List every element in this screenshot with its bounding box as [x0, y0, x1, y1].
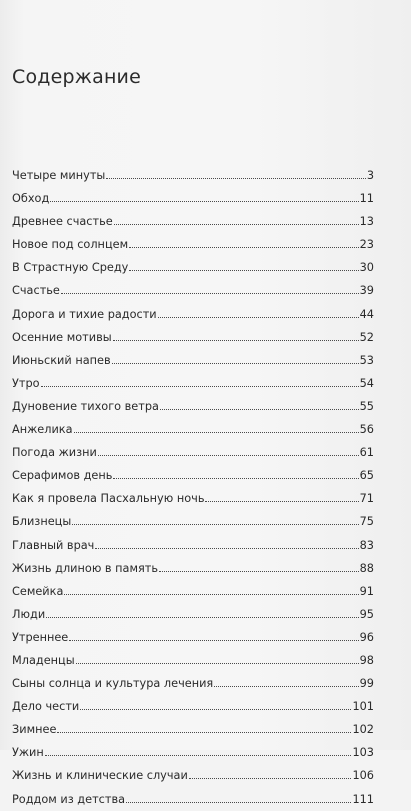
toc-entry-page: 53: [359, 353, 374, 367]
toc-dot-leader: [57, 732, 351, 733]
toc-dot-leader: [72, 524, 358, 525]
toc-entry: [12, 741, 374, 764]
toc-entry-title: Ужин: [12, 746, 44, 760]
toc-entry-title: Младенцы: [12, 653, 75, 667]
toc-dot-leader: [98, 455, 359, 456]
toc-dot-leader: [46, 617, 358, 618]
toc-entry: [12, 510, 374, 533]
toc-entry: [12, 441, 374, 464]
toc-entry: [12, 557, 374, 580]
toc-entry: [12, 649, 374, 672]
toc-entry-page: 106: [352, 769, 374, 783]
toc-dot-leader: [113, 340, 359, 341]
toc-entry-page: 23: [359, 238, 374, 252]
toc-entry-page: 3: [366, 169, 374, 182]
toc-entry-page: 13: [359, 215, 374, 229]
toc-entry-page: 30: [359, 261, 374, 275]
toc-entry: [12, 187, 374, 210]
toc-dot-leader: [114, 224, 359, 225]
toc-entry-page: 111: [352, 792, 374, 806]
toc-entry-page: 95: [359, 607, 374, 621]
toc-entry-title: Июньский напев: [12, 353, 111, 367]
toc-entry-title: Как я провела Пасхальную ночь: [12, 492, 205, 506]
toc-entry-title: Счастье: [12, 284, 60, 298]
toc-entry-page: 39: [359, 284, 374, 298]
toc-dot-leader: [113, 478, 358, 479]
toc-entry-title: Дело чести: [12, 700, 80, 714]
toc-entry: [12, 418, 374, 441]
toc-entry-title: Главный врач: [12, 538, 95, 552]
toc-entry-page: 55: [359, 399, 374, 413]
toc-entry-page: 96: [359, 630, 374, 644]
toc-entry-page: 99: [359, 677, 374, 691]
toc-dot-leader: [189, 778, 352, 779]
toc-entry: [12, 764, 374, 787]
toc-entry: [12, 233, 374, 256]
toc-entry-title: Утреннее: [12, 630, 69, 644]
toc-dot-leader: [61, 293, 359, 294]
toc-dot-leader: [41, 386, 359, 387]
toc-entry-title: В Страстную Среду: [12, 261, 129, 275]
toc-entry-page: 71: [359, 492, 374, 506]
toc-entry-title: Жизнь и клинические случаи: [12, 769, 188, 783]
table-of-contents: [12, 164, 374, 811]
toc-entry: [12, 395, 374, 418]
toc-dot-leader: [80, 709, 351, 710]
toc-dot-leader: [95, 548, 358, 549]
toc-entry-title: Новое под солнцем: [12, 238, 129, 252]
toc-dot-leader: [45, 755, 352, 756]
toc-dot-leader: [158, 317, 359, 318]
toc-entry: [12, 164, 374, 187]
toc-entry: [12, 626, 374, 649]
page-title: Содержание: [12, 66, 141, 88]
toc-entry-page: 56: [359, 423, 374, 437]
toc-entry-title: Серафимов день: [12, 469, 113, 483]
toc-entry-title: Дорога и тихие радости: [12, 307, 157, 321]
toc-entry: [12, 718, 374, 741]
toc-dot-leader: [205, 501, 358, 502]
toc-dot-leader: [106, 178, 365, 179]
toc-entry: [12, 303, 374, 326]
toc-dot-leader: [129, 270, 358, 271]
toc-entry-page: 98: [359, 653, 374, 667]
toc-entry-page: 11: [359, 192, 374, 206]
toc-entry: [12, 349, 374, 372]
toc-entry-page: 75: [359, 515, 374, 529]
toc-entry-page: 102: [352, 723, 374, 737]
toc-dot-leader: [50, 201, 358, 202]
toc-entry-page: 91: [359, 584, 374, 598]
toc-entry: [12, 464, 374, 487]
toc-dot-leader: [74, 432, 359, 433]
toc-entry: [12, 256, 374, 279]
toc-entry-title: Люди: [12, 607, 46, 621]
toc-entry-title: Сыны солнца и культура лечения: [12, 677, 214, 691]
toc-dot-leader: [76, 663, 359, 664]
toc-dot-leader: [160, 409, 359, 410]
toc-entry-title: Осенние мотивы: [12, 330, 112, 344]
toc-entry-title: Анжелика: [12, 423, 73, 437]
toc-entry-title: Роддом из детства: [12, 792, 126, 806]
toc-dot-leader: [69, 640, 358, 641]
toc-entry-title: Дуновение тихого ветра: [12, 399, 159, 413]
toc-entry: [12, 326, 374, 349]
toc-entry-title: Жизнь длиною в память: [12, 561, 159, 575]
toc-dot-leader: [64, 594, 358, 595]
toc-entry: [12, 210, 374, 233]
toc-entry-title: Утро: [12, 376, 40, 390]
toc-entry-title: Четыре минуты: [12, 169, 106, 182]
toc-entry-title: Близнецы: [12, 515, 72, 529]
toc-entry-page: 44: [359, 307, 374, 321]
toc-entry-page: 54: [359, 376, 374, 390]
toc-entry-title: Обход: [12, 192, 50, 206]
toc-dot-leader: [159, 571, 359, 572]
toc-entry: [12, 603, 374, 626]
toc-entry-title: Древнее счастье: [12, 215, 113, 229]
toc-entry: [12, 534, 374, 557]
toc-dot-leader: [126, 802, 351, 803]
toc-entry-page: 83: [359, 538, 374, 552]
toc-entry-page: 61: [359, 446, 374, 460]
toc-entry: [12, 279, 374, 302]
toc-entry-page: 65: [359, 469, 374, 483]
toc-dot-leader: [112, 363, 359, 364]
toc-entry-page: 88: [359, 561, 374, 575]
toc-entry-page: 103: [352, 746, 374, 760]
toc-entry: [12, 487, 374, 510]
toc-entry: [12, 788, 374, 811]
toc-entry-title: Зимнее: [12, 723, 57, 737]
toc-entry: [12, 372, 374, 395]
toc-dot-leader: [214, 686, 358, 687]
toc-entry-page: 52: [359, 330, 374, 344]
toc-entry-title: Погода жизни: [12, 446, 97, 460]
toc-entry: [12, 580, 374, 603]
toc-entry: [12, 695, 374, 718]
toc-entry-title: Семейка: [12, 584, 64, 598]
toc-entry: [12, 672, 374, 695]
toc-dot-leader: [129, 247, 359, 248]
toc-entry-page: 101: [352, 700, 374, 714]
